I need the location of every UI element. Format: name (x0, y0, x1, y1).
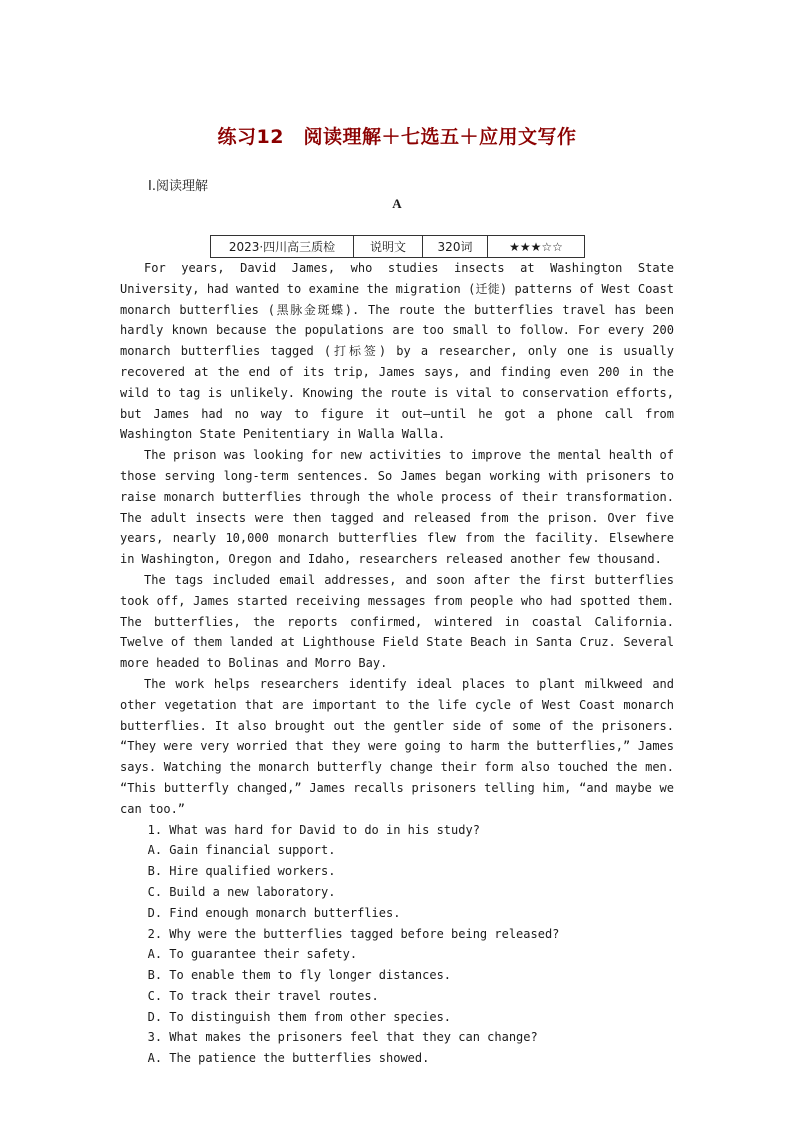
info-difficulty-stars: ★★★☆☆ (509, 239, 563, 254)
option-a: A. The patience the butterflies showed. (147, 1051, 430, 1066)
question-1 (120, 820, 674, 924)
option-c: C. To track their travel routes. (147, 988, 379, 1003)
passage-letter: A (392, 196, 402, 211)
section-heading: Ⅰ.阅读理解 (148, 179, 208, 194)
passage-content (120, 258, 674, 1069)
question-3 (120, 1027, 674, 1069)
question-stem: 2. Why were the butterflies tagged before being released? (147, 926, 560, 941)
paragraph-4: The work helps researchers identify ideal places to plant milkweed and other vegetation that are important to the life cycle of West Coast monarch butterflies. It also brought out the gentler side of some of the prisoners. “They were very worried that they were going to harm the butterflies,” James says. Watching the monarch butterfly change their form also touched the men. “This butterfly changed,” James recalls prisoners telling him, “and maybe we can too.” (120, 676, 674, 816)
page-title: 练习12 阅读理解＋七选五＋应用文写作 (217, 126, 577, 148)
question-stem: 1. What was hard for David to do in his study? (147, 822, 480, 837)
option-d: D. To distinguish them from other species. (147, 1009, 452, 1024)
option-b: B. To enable them to fly longer distances. (147, 968, 452, 983)
option-b: B. Hire qualified workers. (147, 864, 336, 879)
paragraph-1: For years, David James, who studies insects at Washington State University, had wanted to examine the migration (迁徙) patterns of West Coast monarch butterflies (黑脉金斑蝶). The route the butterflies travel has been hardly known because the populations are too small to follow. For every 200 monarch butterflies tagged (打标签) by a researcher, only one is usually recovered at the end of its trip, James says, and finding even 200 in the wild to tag is unlikely. Knowing the route is vital to conservation efforts, but James had no way to figure it out—until he got a phone call from Washington State Penitentiary in Walla Walla. (120, 261, 674, 442)
paragraph-2: The prison was looking for new activities to improve the mental health of those serving long-term sentences. So James began working with prisoners to raise monarch butterflies through the whole process of their transformation. The adult insects were then tagged and released from the prison. Over five years, nearly 10,000 monarch butterflies flew from the facility. Elsewhere in Washington, Oregon and Idaho, researchers released another few thousand. (120, 448, 674, 567)
info-word-count: 320词 (423, 236, 488, 257)
option-a: A. To guarantee their safety. (147, 947, 358, 962)
option-c: C. Build a new laboratory. (147, 884, 336, 899)
info-source: 2023·四川高三质检 (211, 236, 354, 257)
info-genre: 说明文 (354, 236, 423, 257)
option-d: D. Find enough monarch butterflies. (147, 905, 401, 920)
paragraph-3: The tags included email addresses, and soon after the first butterflies took off, James started receiving messages from people who had spotted them. The butterflies, the reports confirmed, wintered in coastal California. Twelve of them landed at Lighthouse Field State Beach in Santa Cruz. Several more headed to Bolinas and Morro Bay. (120, 572, 674, 671)
question-stem: 3. What makes the prisoners feel that they can change? (147, 1030, 538, 1045)
question-2 (120, 924, 674, 1028)
passage-info-box (210, 235, 585, 258)
option-a: A. Gain financial support. (147, 843, 336, 858)
